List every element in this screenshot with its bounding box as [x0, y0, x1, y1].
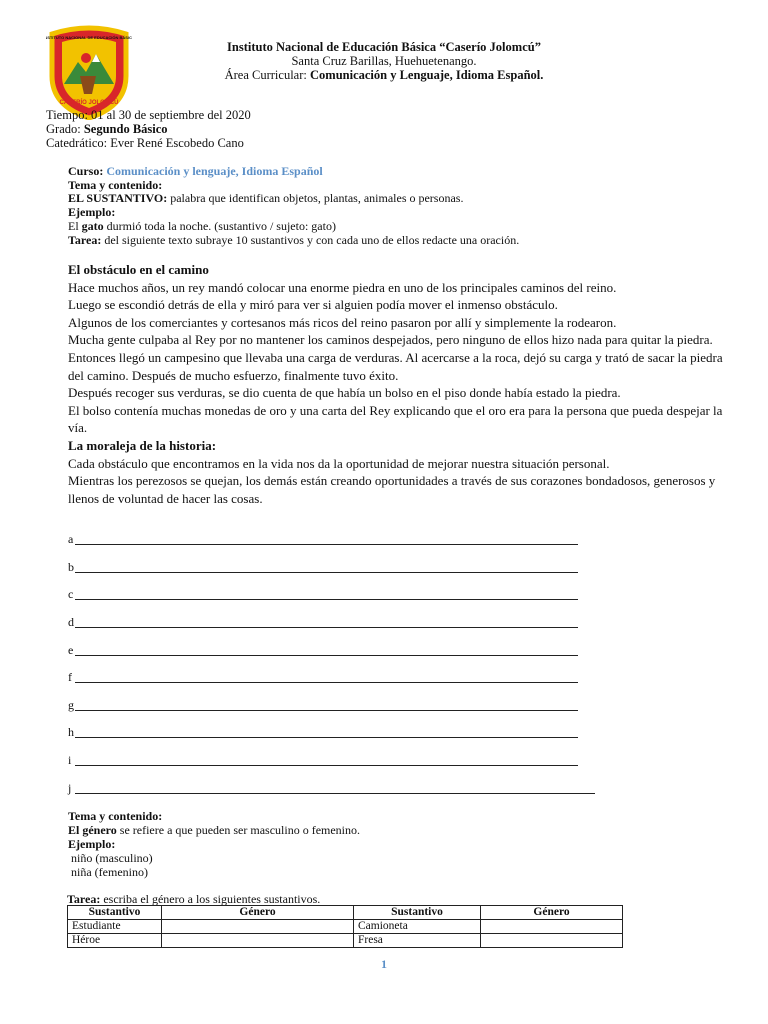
- topic-heading: Tema y contenido:: [68, 178, 163, 192]
- curricular-area: Área Curricular: Comunicación y Lenguaje, Idioma Español.: [224, 68, 544, 82]
- table-cell: Fresa: [354, 934, 481, 948]
- logo-bottom-text: CASERÍO JOLOMCÚ: [59, 100, 119, 106]
- answer-line-f[interactable]: f: [68, 670, 72, 685]
- table-cell: Camioneta: [354, 920, 481, 934]
- story-text: [68, 261, 728, 507]
- table-cell: Héroe: [68, 934, 162, 948]
- example-heading: Ejemplo:: [68, 205, 116, 219]
- logo-top-text: INSTITUTO NACIONAL DE EDUCACIÓN BÁSICA: [46, 35, 132, 40]
- answer-line-b[interactable]: b: [68, 560, 74, 575]
- example-sentence: El gato durmió toda la noche. (sustantivo / sujeto: gato): [68, 219, 336, 233]
- genero-definition: El género se refiere a que pueden ser masculino o femenino.: [68, 823, 361, 837]
- table-header: Género: [481, 906, 623, 920]
- story-paragraph: Después recoger sus verduras, se dio cuenta de que había un bolso en el piso donde había estado la piedra.: [68, 385, 621, 401]
- page-number: 1: [381, 957, 387, 971]
- moral-paragraph: Mientras los perezosos se quejan, los demás están creando oportunidades a través de sus corazones bondadosos, generosos y llenos de voluntad de hacer las cosas.: [68, 473, 716, 506]
- example-masculine: niño (masculino): [71, 851, 153, 865]
- task-instruction: Tarea: del siguiente texto subraye 10 sustantivos y con cada uno de ellos redacte una oración.: [68, 233, 520, 247]
- answer-line-i[interactable]: i: [68, 753, 71, 768]
- story-paragraph: El bolso contenía muchas monedas de oro y una carta del Rey explicando que el oro era para la persona que pueda despejar la vía.: [68, 402, 723, 436]
- answer-line-g[interactable]: g: [68, 698, 74, 713]
- story-paragraph: Hace muchos años, un rey mandó colocar una enorme piedra en uno de los principales caminos del reino.: [68, 279, 617, 295]
- school-location: Santa Cruz Barillas, Huehuetenango.: [291, 54, 477, 68]
- grade: Grado: Segundo Básico: [46, 122, 168, 136]
- example-heading-2: Ejemplo:: [68, 837, 116, 851]
- table-cell-input[interactable]: [162, 920, 354, 934]
- example-feminine: niña (femenino): [71, 865, 148, 879]
- table-header: Sustantivo: [354, 906, 481, 920]
- story-paragraph: Algunos de los comerciantes y cortesanos más ricos del reino pasaron por allí y simplemente la rodearon.: [68, 314, 617, 330]
- institution-name: Instituto Nacional de Educación Básica “Caserío Jolomcú”: [227, 40, 541, 54]
- table-cell: Estudiante: [68, 920, 162, 934]
- answer-line-h[interactable]: h: [68, 725, 74, 740]
- answer-line-e[interactable]: e: [68, 643, 73, 658]
- table-cell-input[interactable]: [481, 920, 623, 934]
- school-logo: [46, 24, 132, 120]
- answer-line-j[interactable]: j: [68, 781, 71, 796]
- task-instruction-2: Tarea: escriba el género a los siguientes sustantivos.: [67, 892, 321, 906]
- table-row: [68, 920, 623, 934]
- sustantivo-definition: EL SUSTANTIVO: palabra que identifican objetos, plantas, animales o personas.: [68, 191, 464, 205]
- story-paragraph: Luego se escondió detrás de ella y miró para ver si alguien podía mover el inmenso obstáculo.: [68, 297, 558, 313]
- moral-title: La moraleja de la historia:: [68, 437, 217, 453]
- table-row: [68, 934, 623, 948]
- course-line: Curso: Comunicación y lenguaje, Idioma Español: [68, 164, 323, 178]
- answer-line-a[interactable]: a: [68, 532, 73, 547]
- table-cell-input[interactable]: [162, 934, 354, 948]
- story-paragraph: Mucha gente culpaba al Rey por no mantener los caminos despejados, pero ninguno de ellos hizo nada para quitar la piedra.: [68, 332, 713, 348]
- moral-paragraph: Cada obstáculo que encontramos en la vida nos da la oportunidad de mejorar nuestra situación personal.: [68, 455, 610, 471]
- answer-line-d[interactable]: d: [68, 615, 74, 630]
- story-paragraph: Entonces llegó un campesino que llevaba una carga de verduras. Al acercarse a la roca, dejó su carga y trató de sacar la piedra del camino. Después de mucho esfuerzo, finalmente tuvo éxito.: [68, 349, 723, 383]
- time-period: Tiempo: 01 al 30 de septiembre del 2020: [46, 108, 251, 122]
- table-header: Sustantivo: [68, 906, 162, 920]
- table-header-row: [68, 906, 623, 920]
- gender-table: [67, 905, 623, 948]
- answer-line-c[interactable]: c: [68, 587, 73, 602]
- topic-heading-2: Tema y contenido:: [68, 809, 163, 823]
- story-title: El obstáculo en el camino: [68, 262, 209, 277]
- table-header: Género: [162, 906, 354, 920]
- teacher: Catedrático: Ever René Escobedo Cano: [46, 136, 244, 150]
- table-cell-input[interactable]: [481, 934, 623, 948]
